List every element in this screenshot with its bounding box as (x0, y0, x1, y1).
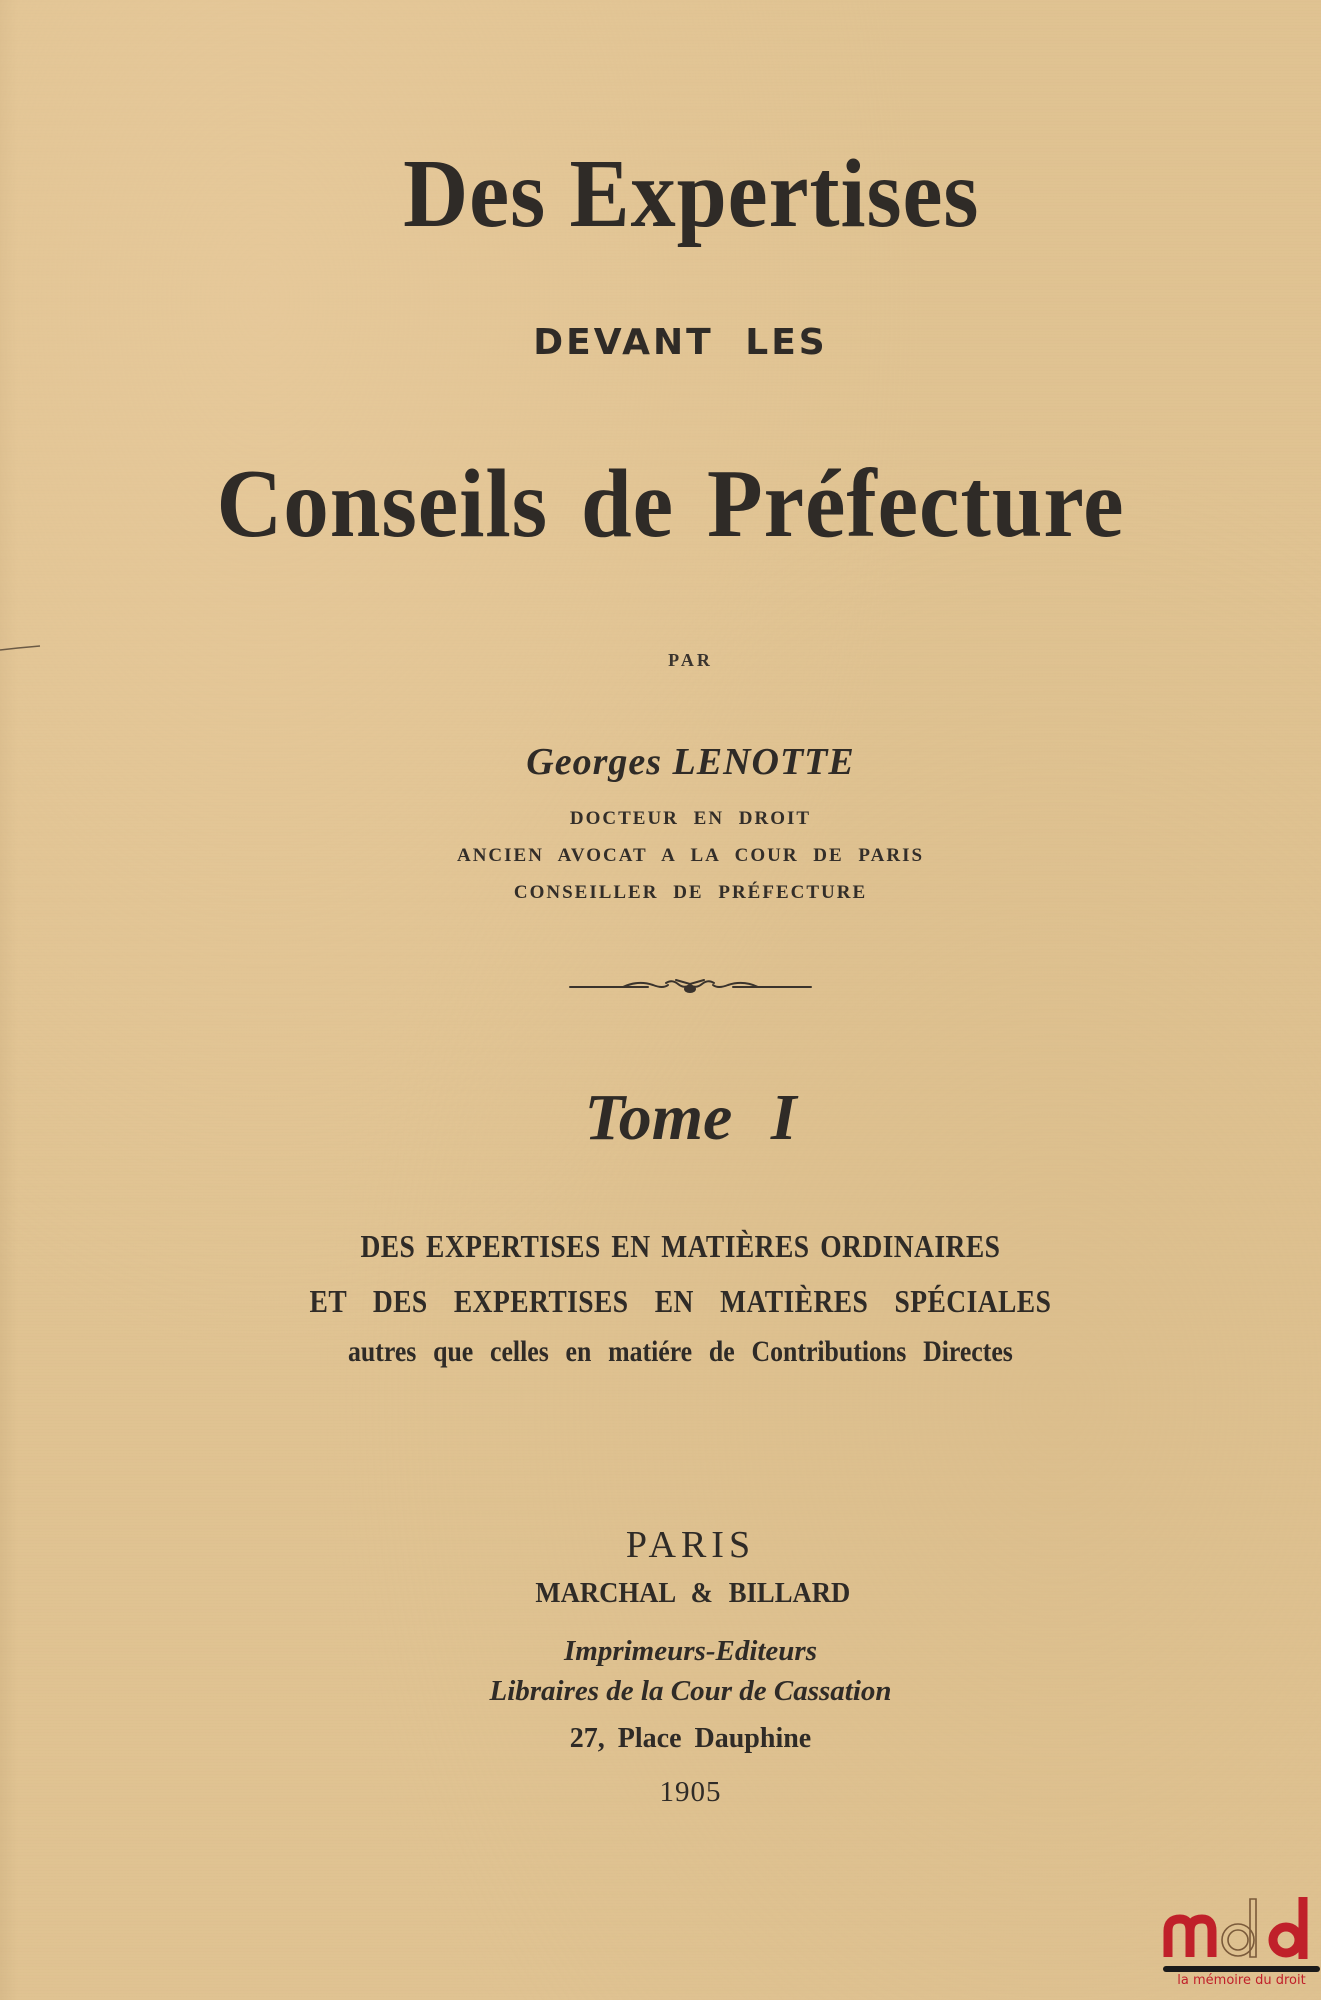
imprint-year: 1905 (659, 1776, 722, 1808)
title-line-2: DEVANT LES (533, 322, 828, 363)
by-label: PAR (668, 650, 713, 670)
subtitle-line: ET DES EXPERTISES EN MATIÈRES SPÉCIALES (309, 1283, 1052, 1319)
imprint-city: PARIS (625, 1524, 756, 1566)
imprint-address: 27, Place Dauphine (569, 1723, 812, 1754)
imprint-role: Libraires de la Cour de Cassation (489, 1675, 892, 1707)
subtitle-line: autres que celles en matiére de Contributions Directes (348, 1335, 1013, 1368)
title-line-3: Conseils de Préfecture (216, 450, 1125, 558)
volume-label: Tome I (584, 1081, 797, 1154)
imprint-publisher: MARCHAL & BILLARD (535, 1577, 851, 1609)
author-name: Georges LENOTTE (526, 741, 855, 783)
author-credential: DOCTEUR EN DROIT (569, 808, 812, 829)
logo-caption: la mémoire du droit (1177, 1973, 1306, 1988)
author-credential: CONSEILLER DE PRÉFECTURE (513, 882, 868, 903)
logo-underline-bar (1162, 1965, 1321, 1973)
author-credential: ANCIEN AVOCAT A LA COUR DE PARIS (456, 845, 925, 866)
title-line-1: Des Expertises (403, 140, 980, 248)
mdd-logo-icon (1162, 1893, 1321, 1965)
imprint-role: Imprimeurs-Editeurs (564, 1635, 817, 1667)
ornament-rule-icon (568, 975, 813, 999)
subtitle-line: DES EXPERTISES EN MATIÈRES ORDINAIRES (360, 1228, 1001, 1264)
mdd-watermark-logo (1162, 1893, 1321, 2000)
